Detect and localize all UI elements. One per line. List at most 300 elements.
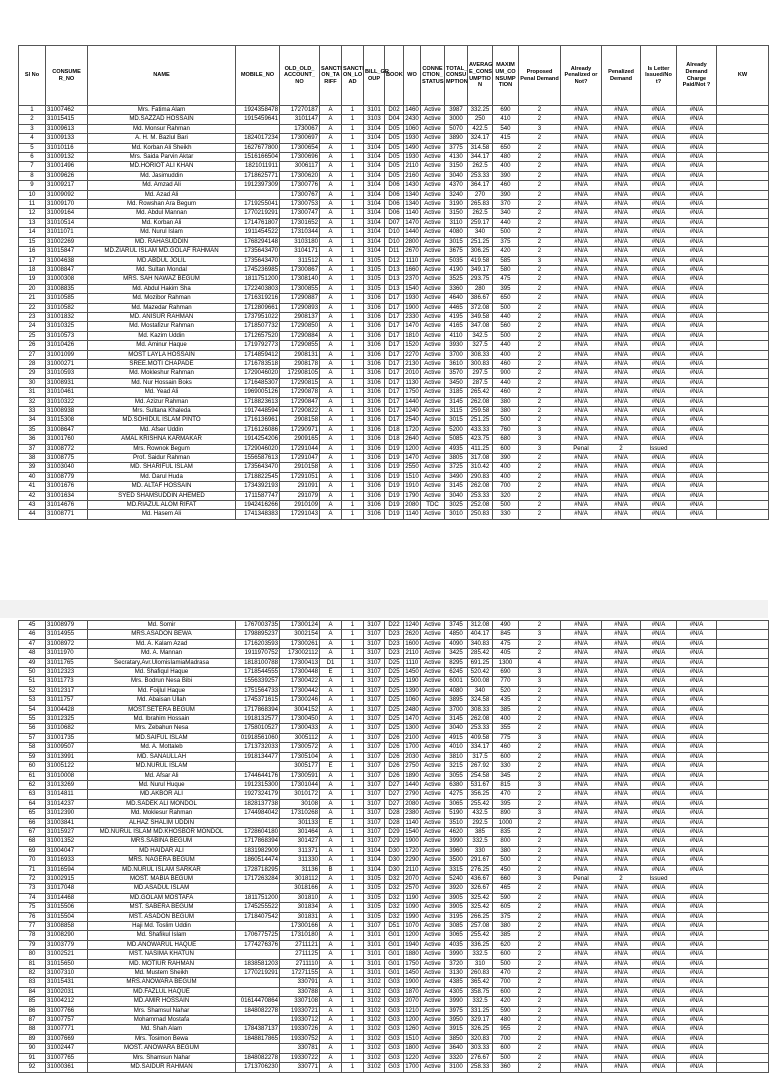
table-cell: #N/A [602, 1006, 641, 1015]
table-cell: 4275 [445, 790, 468, 799]
table-cell: 26 [19, 341, 46, 350]
table-cell: A [320, 294, 342, 303]
table-cell [717, 284, 769, 293]
table-cell: #N/A [677, 922, 717, 931]
table-cell: 1720 [405, 425, 419, 433]
table-cell: #N/A [561, 200, 602, 209]
table-row [19, 733, 769, 742]
table-cell: #N/A [677, 997, 717, 1006]
table-cell: 301464 [280, 827, 320, 836]
table-cell: 17300654 [280, 143, 320, 152]
table-cell: 3110 [445, 218, 468, 227]
table-row [19, 931, 769, 940]
table-cell: 31008972 [46, 639, 88, 648]
table-cell: A [320, 134, 342, 143]
table-cell: 2 [519, 407, 561, 416]
table-cell: #N/A [641, 950, 677, 959]
table-cell [717, 978, 769, 987]
table-cell: 66 [19, 818, 46, 827]
table-cell: 330781 [280, 1044, 320, 1053]
table-cell: #N/A [561, 1063, 602, 1072]
table-cell: 21 [19, 294, 46, 303]
table-cell: 890 [493, 809, 519, 818]
table-cell: #N/A [561, 1044, 602, 1053]
table-cell: Md. Mokleshur Rahman [88, 369, 236, 378]
table-cell: A [320, 752, 342, 761]
table-cell: Md. Kazim Uddin [88, 331, 236, 340]
table-cell: 1717868394 [236, 705, 280, 714]
table-cell: 3040 [445, 491, 468, 500]
table-cell: 3101 [364, 940, 385, 949]
table-row [19, 997, 769, 1006]
table-cell: 19330722 [280, 1053, 320, 1062]
table-cell: 52 [19, 686, 46, 695]
table-cell: #N/A [602, 341, 641, 350]
table-cell: D19 [385, 510, 404, 519]
table-cell: 435 [493, 696, 519, 705]
table-cell: 580 [493, 265, 519, 274]
table-cell: Active [421, 303, 445, 312]
table-cell: 349.17 [468, 265, 493, 274]
table-cell: 17300442 [280, 686, 320, 695]
table-cell: 3101 [364, 950, 385, 959]
table-cell: 262.5 [468, 209, 493, 218]
table-cell: 262.08 [468, 715, 493, 724]
table-cell: 1130 [405, 378, 419, 386]
table-cell: #N/A [561, 903, 602, 912]
table-cell: 1510 [405, 1034, 419, 1042]
table-cell: G03 [385, 1063, 404, 1072]
table-cell: Active [421, 237, 445, 246]
table-cell: 600 [493, 1044, 519, 1053]
table-cell: 1 [342, 639, 364, 648]
table-cell: MD.ABDUL JOLIL [88, 256, 236, 265]
table-cell: Active [421, 265, 445, 274]
table-cell: #N/A [561, 762, 602, 771]
table-cell: 2 [519, 1044, 561, 1053]
table-cell: G01 [385, 931, 404, 940]
table-cell: 3990 [445, 997, 468, 1006]
table-cell: 17290893 [280, 303, 320, 312]
table-cell: #N/A [677, 1016, 717, 1025]
table-cell: 250 [468, 115, 493, 124]
column-header: NAME [88, 46, 236, 106]
table-cell: 2 [519, 799, 561, 808]
table-cell: 3510 [445, 818, 468, 827]
table-cell: Active [421, 1053, 445, 1062]
table-cell: Active [421, 903, 445, 912]
table-cell: 13 [19, 218, 46, 227]
table-cell: Active [421, 856, 445, 865]
table-cell: 1 [342, 1053, 364, 1062]
table-cell: 3307108 [280, 997, 320, 1006]
table-cell: #N/A [641, 322, 677, 331]
table-cell: 2670 [405, 247, 419, 255]
table-cell: 31001760 [46, 435, 88, 444]
table-cell: Active [421, 416, 445, 425]
table-cell: 31000308 [46, 275, 88, 284]
table-cell: 3905 [445, 903, 468, 912]
table-cell: #N/A [677, 780, 717, 789]
table-cell: #N/A [641, 1034, 677, 1043]
table-cell: 340 [468, 686, 493, 695]
table-cell: 31010682 [46, 724, 88, 733]
table-cell: 815 [493, 780, 519, 789]
table-cell: #N/A [561, 153, 602, 162]
table-cell: 1810 [405, 331, 419, 339]
table-row [19, 1053, 769, 1062]
table-row [19, 171, 769, 180]
table-cell: #N/A [561, 331, 602, 340]
table-row [19, 124, 769, 133]
table-cell [717, 621, 769, 630]
table-cell: 3055 [445, 771, 468, 780]
table-cell: A [320, 743, 342, 752]
table-cell [717, 143, 769, 152]
table-cell [717, 865, 769, 874]
table-cell: #N/A [602, 472, 641, 481]
table-cell: A [320, 922, 342, 931]
table-cell: 5 [19, 143, 46, 152]
table-cell: #N/A [602, 463, 641, 472]
table-cell: 1 [342, 950, 364, 959]
table-cell: 3105 [364, 893, 385, 902]
table-cell: 1110 [404, 256, 421, 265]
table-cell: 3106 [364, 378, 385, 387]
table-cell: #N/A [602, 903, 641, 912]
table-cell: 1340 [405, 190, 419, 198]
table-cell: D17 [385, 303, 404, 312]
table-cell: 31001352 [46, 837, 88, 846]
table-cell: Md. A. Mannan [88, 649, 236, 658]
table-cell: 2711125 [280, 950, 320, 959]
table-cell: 3104 [364, 228, 385, 237]
table-cell: A [320, 1025, 342, 1034]
table-cell: 3425 [445, 649, 468, 658]
table-cell: #N/A [641, 686, 677, 695]
table-cell: #N/A [602, 491, 641, 500]
table-cell: 2 [519, 846, 561, 855]
column-header: Already Demand Charge Paid/Not ? [677, 46, 717, 106]
table-cell: 1768294148 [236, 237, 280, 246]
table-cell: Issued [641, 874, 677, 883]
table-cell: 1 [342, 780, 364, 789]
table-cell: 325.42 [468, 903, 493, 912]
table-cell: D17 [385, 378, 404, 387]
table-cell: 3102 [364, 1006, 385, 1015]
table-cell: #N/A [602, 686, 641, 695]
table-cell: 2 [519, 705, 561, 714]
table-cell: Active [421, 733, 445, 742]
table-cell: 1 [342, 856, 364, 865]
table-cell: #N/A [641, 987, 677, 996]
table-cell: Active [421, 454, 445, 463]
table-cell: 600 [493, 752, 519, 761]
table-cell: #N/A [602, 1053, 641, 1062]
table-cell: #N/A [602, 303, 641, 312]
table-cell: 2908131 [280, 350, 320, 359]
table-cell: 17300767 [280, 190, 320, 199]
table-row [19, 378, 769, 387]
table-row [19, 837, 769, 846]
table-cell: #N/A [677, 884, 717, 893]
table-cell: D12 [385, 256, 404, 265]
table-cell: A [320, 115, 342, 124]
table-cell: 395 [493, 284, 519, 293]
table-cell: 2 [519, 969, 561, 978]
table-cell: 1 [342, 705, 364, 714]
table-cell: 440 [493, 341, 519, 350]
table-cell: 1 [342, 865, 364, 874]
table-cell: 500 [493, 303, 519, 312]
table-row [19, 940, 769, 949]
table-cell [677, 444, 717, 453]
table-cell: #N/A [641, 162, 677, 171]
table-cell: 3 [519, 256, 561, 265]
table-cell: 2908137 [280, 312, 320, 321]
table-cell: 1713706230 [236, 1063, 280, 1072]
table-cell: 336.25 [468, 940, 493, 949]
table-cell: #N/A [641, 771, 677, 780]
table-cell: 3150 [445, 209, 468, 218]
table-cell: A [320, 200, 342, 209]
table-cell: 4915 [445, 733, 468, 742]
table-row [19, 1025, 769, 1034]
table-cell: MD.HORIOT ALI KHAN [88, 162, 236, 171]
table-cell: 20 [19, 284, 46, 293]
table-cell [717, 790, 769, 799]
table-cell [717, 1063, 769, 1072]
table-cell: 1828137738 [236, 799, 280, 808]
table-cell: MOST LAYLA HOSSAIN [88, 350, 236, 359]
table-cell: #N/A [561, 501, 602, 510]
table-cell: A [320, 1034, 342, 1043]
table-cell: TDC [421, 501, 445, 510]
table-cell: 3107 [364, 799, 385, 808]
table-cell: 3010172 [280, 790, 320, 799]
table-cell: 1717868394 [236, 837, 280, 846]
table-cell: MD HAIDAR ALI [88, 846, 236, 855]
table-cell: 1 [342, 724, 364, 733]
table-cell: 365.42 [468, 978, 493, 987]
table-cell: 1870 [405, 987, 419, 995]
table-cell: 3107 [364, 658, 385, 667]
table-cell: #N/A [602, 997, 641, 1006]
table-cell: 1 [342, 359, 364, 368]
table-cell: #N/A [602, 827, 641, 836]
table-cell: 31014676 [46, 501, 88, 510]
table-cell: 3107 [364, 837, 385, 846]
table-row [19, 630, 769, 639]
table-cell: A [320, 124, 342, 133]
table-cell: A [320, 846, 342, 855]
table-cell: 3107 [364, 630, 385, 639]
table-cell [717, 331, 769, 340]
table-cell: Active [421, 978, 445, 987]
table-row [19, 922, 769, 931]
table-cell: 3106 [364, 322, 385, 331]
table-cell: 17300776 [280, 181, 320, 190]
table-cell: 3890 [445, 134, 468, 143]
table-cell: 31009217 [46, 181, 88, 190]
table-cell: 2 [519, 501, 561, 510]
table-cell: Md. Shafiqul Haque [88, 668, 236, 677]
table-cell: #N/A [602, 350, 641, 359]
table-cell: 31002269 [46, 237, 88, 246]
table-cell: D06 [385, 200, 404, 209]
table-cell: 31002031 [46, 987, 88, 996]
table-cell: 3104 [364, 162, 385, 171]
table-cell: #N/A [561, 987, 602, 996]
table-cell: A [320, 472, 342, 481]
table-cell: 58 [19, 743, 46, 752]
table-cell: D05 [385, 134, 404, 143]
table-cell: 1 [342, 350, 364, 359]
table-cell: Md. Korban Ali [88, 218, 236, 227]
table-cell: #N/A [602, 922, 641, 931]
table-cell [717, 696, 769, 705]
table-cell: #N/A [677, 359, 717, 368]
table-cell: 1940 [405, 940, 419, 948]
table-cell: 332.5 [468, 837, 493, 846]
table-row [19, 668, 769, 677]
table-cell: 2 [519, 388, 561, 397]
table-cell: 3106 [364, 435, 385, 444]
table-cell: 440 [493, 218, 519, 227]
table-cell: #N/A [677, 322, 717, 331]
table-cell: #N/A [677, 181, 717, 190]
table-cell: 2 [519, 294, 561, 303]
table-cell: 3106 [364, 510, 385, 519]
table-cell: 3150 [445, 162, 468, 171]
table-cell: 37 [19, 444, 46, 453]
table-cell: D07 [385, 218, 404, 227]
table-cell: 17310180 [280, 931, 320, 940]
table-row [19, 762, 769, 771]
table-cell: 260.83 [468, 969, 493, 978]
table-cell: #N/A [602, 388, 641, 397]
table-cell: #N/A [677, 649, 717, 658]
table-cell: 345 [493, 771, 519, 780]
table-cell: 45 [19, 621, 46, 630]
table-cell: 4850 [445, 630, 468, 639]
table-cell: 4 [19, 134, 46, 143]
table-cell: #N/A [602, 115, 641, 124]
table-cell: #N/A [641, 331, 677, 340]
table-cell [717, 435, 769, 444]
table-cell: 340 [468, 228, 493, 237]
table-cell: 2 [519, 265, 561, 274]
table-cell: 1460 [405, 106, 419, 113]
table-cell: A [320, 491, 342, 500]
table-cell: #N/A [677, 312, 717, 321]
table-cell: A [320, 1006, 342, 1015]
table-cell: 2711121 [280, 940, 320, 949]
table-cell: #N/A [561, 162, 602, 171]
table-cell: MD.NURUL ISLAM [88, 762, 236, 771]
table-cell: 251.25 [468, 237, 493, 246]
table-cell: 4090 [445, 639, 468, 648]
table-cell: Active [421, 1034, 445, 1043]
table-cell [236, 884, 280, 893]
table-cell: #N/A [677, 865, 717, 874]
table-cell: Active [421, 874, 445, 883]
table-row [19, 115, 769, 124]
table-cell: 600 [493, 950, 519, 959]
table-cell: 3106 [364, 388, 385, 397]
table-cell [717, 171, 769, 180]
table-row [19, 1063, 769, 1072]
table-cell: 301133 [280, 818, 320, 827]
table-cell: 2 [519, 837, 561, 846]
table-cell: 1 [342, 294, 364, 303]
table-cell: 3920 [445, 884, 468, 893]
table-cell: 31011071 [46, 228, 88, 237]
table-cell: 1720 [405, 846, 419, 854]
table-cell: Active [421, 799, 445, 808]
table-cell: 1 [342, 630, 364, 639]
table-cell: D10 [385, 237, 404, 246]
table-cell: Mrs. Sultana Khaleda [88, 407, 236, 416]
table-cell: 1821011911 [236, 162, 280, 171]
table-cell: Md. Mazedar Rahman [88, 303, 236, 312]
table-cell: D13 [385, 265, 404, 274]
table-cell: 690 [493, 668, 519, 677]
table-cell: Active [421, 715, 445, 724]
table-cell: #N/A [561, 649, 602, 658]
table-cell: 3107 [364, 780, 385, 789]
table-cell: #N/A [641, 472, 677, 481]
table-cell: 560 [493, 322, 519, 331]
table-cell: 3104 [364, 218, 385, 227]
table-cell: #N/A [677, 715, 717, 724]
table-cell: 3040 [445, 171, 468, 180]
table-cell: 1741348383 [236, 510, 280, 519]
table-cell: Active [421, 425, 445, 434]
table-cell: 1 [342, 762, 364, 771]
table-cell: 258.33 [468, 1063, 493, 1072]
table-cell: G03 [385, 1025, 404, 1034]
table-cell: 3025 [445, 501, 468, 510]
table-cell: 31010582 [46, 303, 88, 312]
table-cell: 2070 [405, 997, 419, 1005]
table-cell: Md. Darul Huda [88, 472, 236, 481]
table-cell: 3570 [445, 369, 468, 378]
table-cell: A [320, 790, 342, 799]
table-cell [717, 359, 769, 368]
table-cell: Active [421, 247, 445, 256]
table-cell: D32 [385, 884, 404, 893]
table-cell: D17 [385, 312, 404, 321]
table-cell [236, 1016, 280, 1025]
table-cell: MD.NURUL ISLAM SARKAR [88, 865, 236, 874]
table-cell: #N/A [677, 124, 717, 133]
table-cell: #N/A [561, 733, 602, 742]
table-cell: SREE.MOTI CHAPADE [88, 359, 236, 368]
table-cell: A [320, 969, 342, 978]
table-cell: D23 [385, 630, 404, 639]
table-cell: #N/A [677, 931, 717, 940]
table-cell: MD.SAIDUR RAHMAN [88, 1063, 236, 1072]
table-cell: #N/A [641, 143, 677, 152]
table-cell: #N/A [641, 715, 677, 724]
table-cell: 17300450 [280, 715, 320, 724]
table-cell [717, 397, 769, 406]
table-cell: MD.SAIFUL ISLAM [88, 733, 236, 742]
table-cell: 60 [19, 762, 46, 771]
table-cell: 1714859412 [236, 350, 280, 359]
table-cell: #N/A [602, 256, 641, 265]
